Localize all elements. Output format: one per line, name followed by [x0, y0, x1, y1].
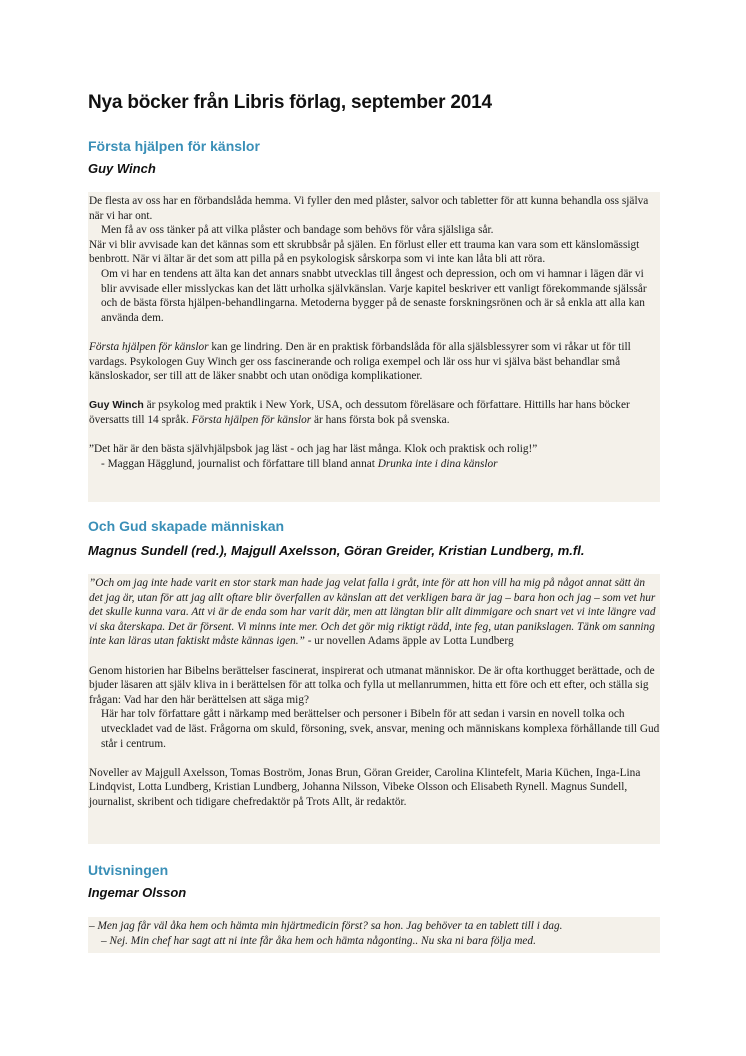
paragraph: Här har tolv författare gått i närkamp med berättelser och personer i Bibeln för att sedan i varsin en novell tolka och utveckladet vad de läst. Frågorna om skuld, försoning, svek, ansvar, mening och människans komplexa förhållande till Gud står i centrum. — [101, 708, 660, 750]
author-name: Guy Winch — [89, 399, 144, 412]
paragraph: Om vi har en tendens att älta kan det annars snabbt utvecklas till ångest och depression, och om vi hamnar i lägen där vi blir avvisade eller misslyckas kan det lätt urholka självkänslan. Varje kapitel beskriver ett vanligt förekommande själssår och de bästa första hjälpen-behandlingarna. Metoderna bygger på de senaste forskningsrönen och är så enkla att alla kan använda dem. — [101, 267, 647, 324]
page-title: Nya böcker från Libris förlag, september 2014 — [88, 92, 492, 113]
book-heading-3: Utvisningen — [88, 862, 169, 878]
excerpt: ”Och om jag inte hade varit en stor stark man hade jag velat falla i gråt, inte för att hon vill ha mig på något annat sätt än det jag är, utan för att jag allt oftare blir överfallen av känslan att det verkligen bara är jag – bara hon och jag – som vet hur det skulle kunna vara. Att vi är de enda som har varit där, men att längtan blir allt dimmigare och snart vet vi inte längre vad vi ska återskapa. Det är försent. Vi minns inte mer. Och det gör mig riktigt rädd, inte feg, utan panikslagen. Tänk om sanning inte kan läras utan faktiskt måste kännas igen.” - ur novellen Adams äpple av Lotta Lundberg — [89, 577, 656, 648]
dialogue-line: – Nej. Min chef har sagt att ni inte får åka hem och hämta någonting.. Nu ska ni bara följa med. — [101, 934, 536, 947]
author-bio: Guy Winch är psykolog med praktik i New York, USA, och dessutom föreläsare och författare. Hittills har hans böcker översatts till 14 språk. Första hjälpen för känslor är hans första bok på svenska. — [89, 399, 630, 426]
book-excerpt-3 — [88, 917, 660, 953]
book-description-2 — [88, 574, 660, 844]
book-author-3: Ingemar Olsson — [88, 885, 187, 900]
book-title-ref: Första hjälpen för känslor — [89, 340, 209, 353]
book-heading-2: Och Gud skapade människan — [88, 518, 285, 534]
review-source: - Maggan Hägglund, journalist och författare till bland annat Drunka inte i dina känslor — [101, 457, 498, 470]
paragraph: Noveller av Majgull Axelsson, Tomas Boström, Jonas Brun, Göran Greider, Carolina Klintefelt, Maria Küchen, Inga-Lina Lindqvist, Lotta Lundberg, Kristian Lundberg, Johanna Nilsson, Vibeke Olsson och Elisabeth Rynell. Magnus Sundell, journalist, skribent och tidigare chefredaktör på Trots Allt, är redaktör. — [89, 766, 641, 808]
review-quote: ”Det här är den bästa självhjälpsbok jag läst - och jag har läst många. Klok och praktisk och rolig!” — [89, 443, 538, 456]
paragraph: Men få av oss tänker på att vilka plåster och bandage som behövs för våra själsliga sår. — [101, 224, 494, 237]
book-author-1: Guy Winch — [88, 161, 156, 176]
paragraph: Första hjälpen för känslor kan ge lindring. Den är en praktisk förbandslåda för alla själsblessyrer som vi råkar ut för till vardags. Psykologen Guy Winch ger oss fascinerande och roliga exempel och lär oss hur vi själva bäst behandlar små känsloskador, ser till att de läker snabbt och utan onödiga komplikationer. — [89, 340, 631, 383]
paragraph: De flesta av oss har en förbandslåda hemma. Vi fyller den med plåster, salvor och tabletter för att kunna behandla oss själva när vi har ont. — [89, 195, 649, 222]
book-title-ref: Första hjälpen för känslor — [191, 413, 312, 426]
book-description-1 — [88, 192, 660, 502]
book-author-2: Magnus Sundell (red.), Majgull Axelsson, Göran Greider, Kristian Lundberg, m.fl. — [88, 543, 585, 558]
paragraph: Genom historien har Bibelns berättelser fascinerat, inspirerat och utmanat människor. De är ofta korthugget berättade, och de bjuder läsaren att själv kliva in i berättelsen för att tolka och fylla ut mellanrummen, hitta ett före och ett efter, och ställa sig frågan: Vad har den här berättelsen att säga mig? — [89, 664, 655, 706]
paragraph: När vi blir avvisade kan det kännas som ett skrubbsår på själen. En förlust eller ett trauma kan vara som ett känslomässigt benbrott. När vi ältar är det som att pilla på en psykologisk sårskorpa som vi inte kan låta bli att röra. — [89, 238, 640, 266]
book-heading-1: Första hjälpen för känslor — [88, 138, 260, 154]
dialogue-line: – Men jag får väl åka hem och hämta min hjärtmedicin först? sa hon. Jag behöver ta en tablett till i dag. — [89, 920, 563, 932]
